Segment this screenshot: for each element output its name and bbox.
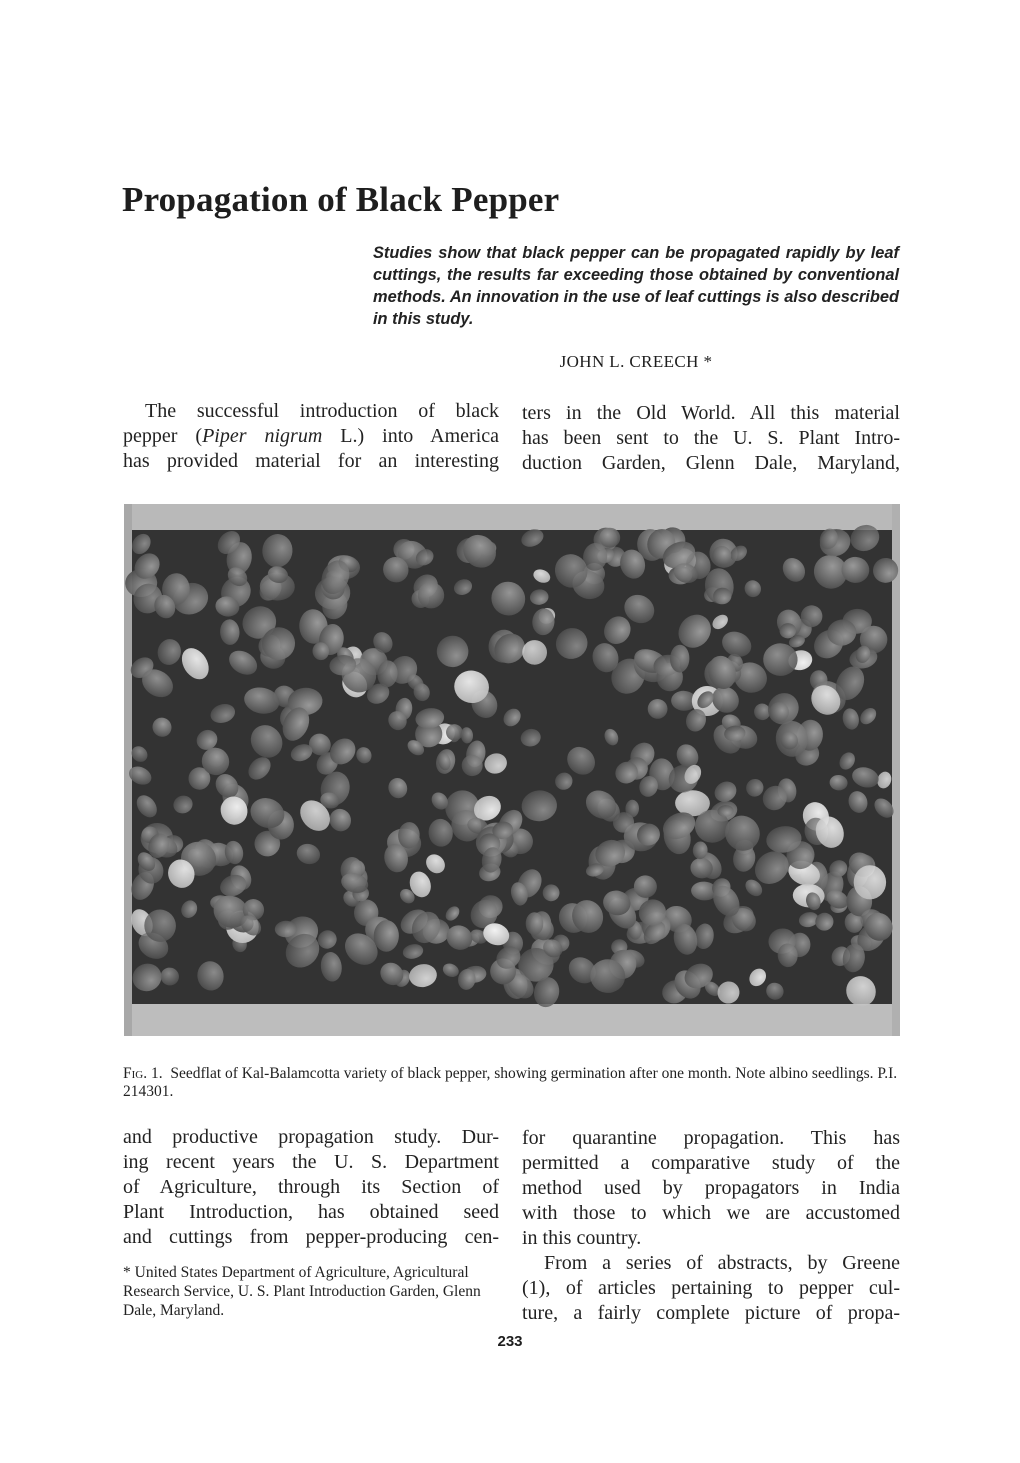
abstract: Studies show that black pepper can be propagated rapidly by leaf cuttings, the results far exceeding those obtained by conventional methods. An innovation in the use of leaf cuttings is also described in this study. <box>373 244 899 328</box>
text-line: with those to which we are accustomed <box>522 1202 900 1224</box>
text-line: Plant Introduction, has obtained seed <box>123 1201 499 1223</box>
text-line: duction Garden, Glenn Dale, Maryland, <box>522 452 900 474</box>
species-name: Piper nigrum <box>202 425 323 447</box>
text-line: From a series of abstracts, by Greene <box>544 1252 900 1274</box>
text-line: and cuttings from pepper-producing cen- <box>123 1226 499 1248</box>
footnote: * United States Department of Agriculture, Agricultural Research Service, U. S. Plant Introduction Garden, Glenn Dale, Maryland. <box>123 1264 481 1319</box>
text-line: has been sent to the U. S. Plant Intro- <box>522 427 900 449</box>
text-line: ters in the Old World. All this material <box>522 402 900 424</box>
text-line: for quarantine propagation. This has <box>522 1127 900 1149</box>
figure-caption-text: Seedflat of Kal-Balamcotta variety of black pepper, showing germination after one month. Note albino seedlings. P.I. 214301. <box>123 1065 898 1100</box>
column-1-bottom <box>123 1125 499 1250</box>
author-byline: JOHN L. CREECH * <box>559 352 713 371</box>
article-title: Propagation of Black Pepper <box>122 180 560 219</box>
figure-caption <box>123 1065 899 1101</box>
text-line: of Agriculture, through its Section of <box>123 1176 499 1198</box>
text-line: The successful introduction of black <box>145 400 499 422</box>
text-line: in this country. <box>522 1227 642 1249</box>
page-number: 233 <box>497 1333 523 1350</box>
column-1-top <box>123 399 499 474</box>
figure-label: Fig. 1. <box>123 1065 163 1082</box>
column-2-bottom <box>522 1126 900 1326</box>
text-line: ture, a fairly complete picture of propa- <box>522 1302 900 1324</box>
text-line: ing recent years the U. S. Department <box>123 1151 499 1173</box>
text-line: has provided material for an interesting <box>123 450 499 472</box>
column-2-top <box>522 401 900 476</box>
text-line: (1), of articles pertaining to pepper cul- <box>522 1277 900 1299</box>
text-line: method used by propagators in India <box>522 1177 900 1199</box>
figure-1-photo <box>124 504 900 1036</box>
text-line: pepper (Piper nigrum L.) into America <box>123 425 500 447</box>
text-line: permitted a comparative study of the <box>522 1152 900 1174</box>
text-line: and productive propagation study. Dur- <box>123 1126 499 1148</box>
seedflat-photo <box>124 504 900 1036</box>
